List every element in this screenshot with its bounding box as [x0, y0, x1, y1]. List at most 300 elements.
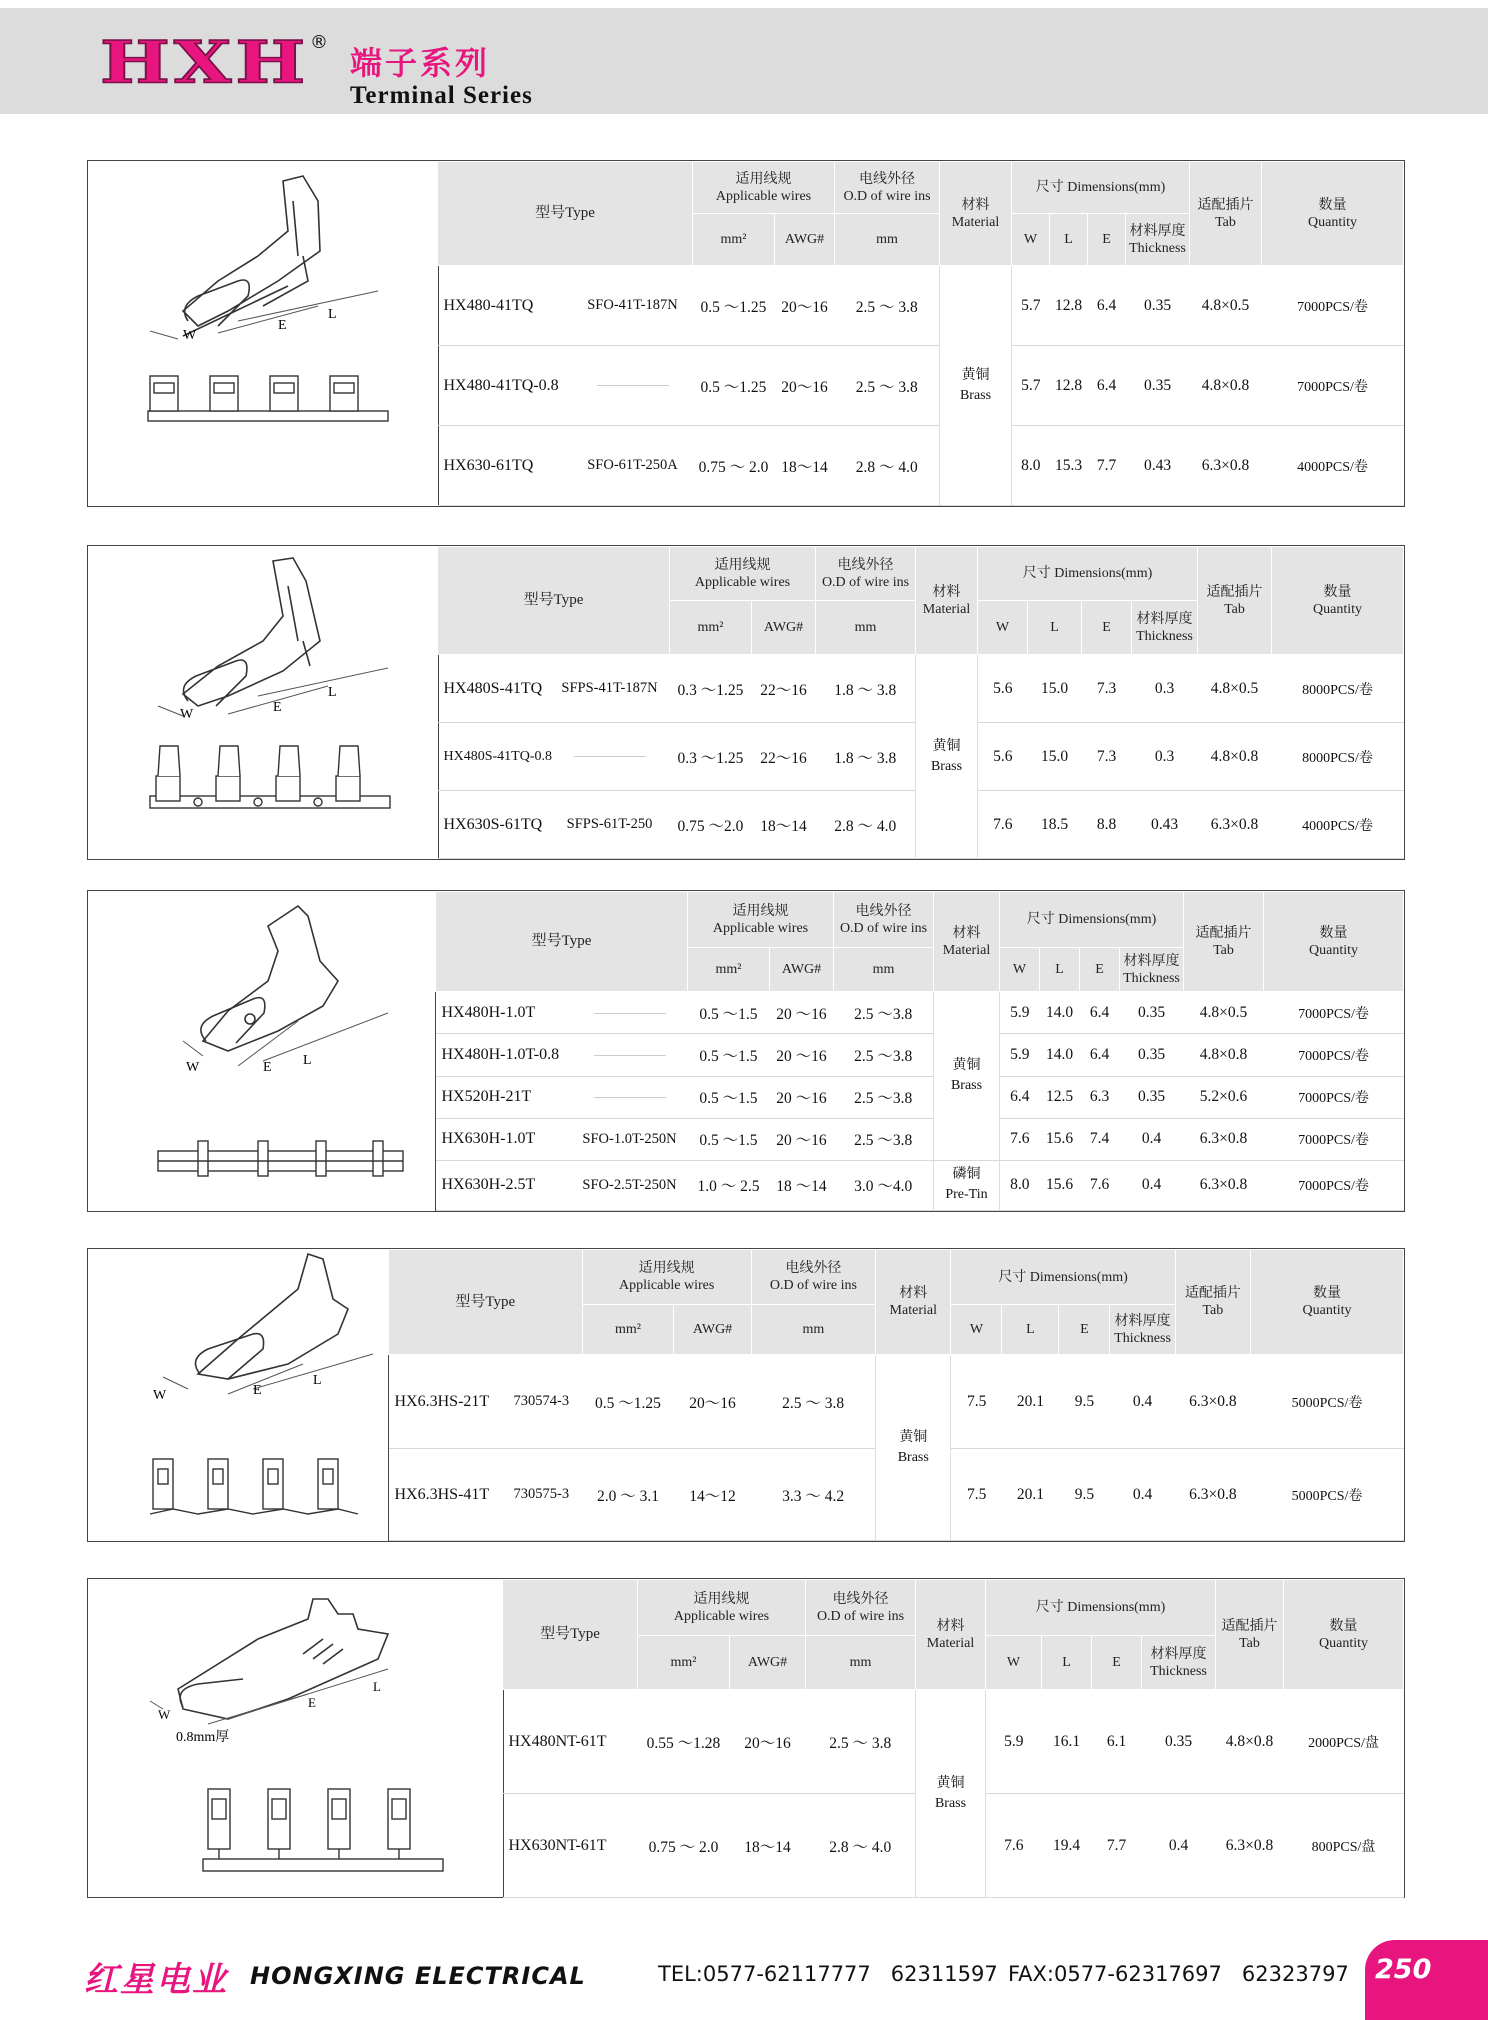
- cell-e: 6.1: [1092, 1690, 1142, 1794]
- cell-tab: 6.3×0.8: [1198, 791, 1272, 859]
- cell-e: 7.7: [1088, 426, 1126, 506]
- cell-od: 2.5 ～3.8: [834, 992, 934, 1034]
- cell-e: 6.4: [1088, 346, 1126, 426]
- cell-tab: 4.8×0.8: [1216, 1690, 1284, 1794]
- cell-l: 16.1: [1042, 1690, 1092, 1794]
- cell-type: HX6.3HS-21T: [389, 1355, 501, 1449]
- cell-od: 2.8 ～ 4.0: [835, 426, 940, 506]
- cell-od: 2.5 ～ 3.8: [835, 346, 940, 426]
- cell-awg: 20～16: [674, 1355, 751, 1449]
- terminal-drawing: [88, 546, 439, 859]
- col-dimensions: 尺寸 Dimensions(mm): [978, 547, 1198, 601]
- cell-tab: 6.3×0.8: [1184, 1118, 1264, 1160]
- cell-material: 黄铜 Brass: [876, 1355, 951, 1541]
- cell-material-pretin: 磷铜 Pre-Tin: [934, 1160, 1000, 1210]
- cell-tab: 6.3×0.8: [1175, 1449, 1250, 1541]
- terminal-illustration: [88, 546, 438, 859]
- col-type: 型号Type: [389, 1250, 583, 1355]
- terminal-strip-drawing: [158, 1141, 403, 1176]
- terminal-drawing: [88, 161, 439, 506]
- cell-quantity: 7000PCS/卷: [1264, 992, 1404, 1034]
- company-name-en: HONGXING ELECTRICAL: [250, 1962, 586, 1990]
- cell-alt-empty: [573, 346, 693, 426]
- cell-type: HX630-61TQ: [438, 426, 573, 506]
- cell-awg: 20 ～16: [770, 1118, 834, 1160]
- col-w: W: [951, 1305, 1002, 1355]
- cell-w: 5.9: [1000, 1034, 1040, 1076]
- cell-mm2: 0.75 ～ 2.0: [693, 426, 775, 506]
- dim-label-l: L: [328, 685, 337, 700]
- telephone: TEL:0577-62117777 62311597: [658, 1962, 998, 1986]
- col-quantity: 数量 Quantity: [1264, 892, 1404, 992]
- col-material: 材料 Material: [916, 547, 978, 655]
- col-w: W: [986, 1636, 1042, 1690]
- cell-quantity: 4000PCS/卷: [1262, 426, 1404, 506]
- cell-tab: 6.3×0.8: [1216, 1794, 1284, 1898]
- cell-l: 14.0: [1040, 1034, 1080, 1076]
- cell-od: 3.3 ～ 4.2: [751, 1449, 875, 1541]
- cell-l: 14.0: [1040, 992, 1080, 1034]
- cell-alt: 730575-3: [501, 1449, 583, 1541]
- cell-awg: 18 ～14: [770, 1160, 834, 1210]
- cell-mm2: 0.3 ～1.25: [670, 655, 752, 723]
- col-l: L: [1028, 601, 1082, 655]
- company-name-cn: 红星电业: [84, 1960, 228, 2000]
- dim-label-w: W: [183, 328, 197, 343]
- registered-mark: ®: [310, 32, 328, 53]
- cell-thickness: 0.4: [1120, 1118, 1184, 1160]
- cell-l: 12.5: [1040, 1076, 1080, 1118]
- cell-alt: SFO-1.0T-250N: [572, 1118, 688, 1160]
- cell-type: HX630H-2.5T: [436, 1160, 572, 1210]
- cell-tab: 6.3×0.8: [1175, 1355, 1250, 1449]
- cell-awg: 14～12: [674, 1449, 751, 1541]
- cell-od: 2.8 ～ 4.0: [806, 1794, 916, 1898]
- col-wires: 适用线规 Applicable wires: [638, 1580, 806, 1636]
- cell-e: 6.4: [1088, 266, 1126, 346]
- cell-w: 5.7: [1012, 346, 1050, 426]
- cell-w: 5.9: [1000, 992, 1040, 1034]
- cell-od: 1.8 ～ 3.8: [816, 723, 916, 791]
- dim-label-w: W: [153, 1388, 167, 1403]
- cell-w: 6.4: [1000, 1076, 1040, 1118]
- terminal-drawing: [88, 1579, 504, 1897]
- col-type: 型号Type: [438, 547, 670, 655]
- col-thickness: 材料厚度 Thickness: [1132, 601, 1198, 655]
- cell-quantity: 8000PCS/卷: [1272, 655, 1404, 723]
- cell-tab: 5.2×0.6: [1184, 1076, 1264, 1118]
- cell-tab: 4.8×0.8: [1190, 346, 1262, 426]
- table-row: [438, 655, 1404, 723]
- col-thickness: 材料厚度 Thickness: [1126, 214, 1190, 266]
- dim-label-e: E: [273, 700, 282, 715]
- dim-label-l: L: [328, 307, 337, 322]
- cell-l: 20.1: [1002, 1355, 1059, 1449]
- cell-quantity: 4000PCS/卷: [1272, 791, 1404, 859]
- col-wires: 适用线规 Applicable wires: [688, 892, 834, 948]
- cell-mm2: 0.75 ～ 2.0: [638, 1794, 730, 1898]
- cell-od: 2.5 ～3.8: [834, 1118, 934, 1160]
- cell-type: HX480-41TQ: [438, 266, 573, 346]
- cell-e: 7.3: [1082, 723, 1132, 791]
- cell-mm2: 0.5 ～1.25: [693, 346, 775, 426]
- cell-quantity: 5000PCS/卷: [1251, 1449, 1404, 1541]
- cell-thickness: 0.4: [1110, 1355, 1175, 1449]
- spec-table-5: [502, 1579, 1404, 1898]
- cell-mm2: 0.5 ～1.5: [688, 1076, 770, 1118]
- col-wires: 适用线规 Applicable wires: [693, 162, 835, 214]
- cell-e: 8.8: [1082, 791, 1132, 859]
- cell-e: 7.3: [1082, 655, 1132, 723]
- col-od: 电线外径 O.D of wire ins: [816, 547, 916, 601]
- cell-quantity: 7000PCS/卷: [1264, 1034, 1404, 1076]
- spec-table-4: [388, 1249, 1404, 1541]
- col-awg: AWG#: [752, 601, 816, 655]
- terminal-strip-drawing: [150, 746, 390, 808]
- col-mm2: mm²: [693, 214, 775, 266]
- table-row: [438, 266, 1404, 346]
- cell-material: 黄铜 Brass: [940, 266, 1012, 506]
- col-type: 型号Type: [436, 892, 688, 992]
- cell-type: HX520H-21T: [436, 1076, 572, 1118]
- col-tab: 适配插片 Tab: [1216, 1580, 1284, 1690]
- cell-od: 1.8 ～ 3.8: [816, 655, 916, 723]
- table-row: [436, 1118, 1404, 1160]
- cell-thickness: 0.35: [1120, 992, 1184, 1034]
- cell-quantity: 7000PCS/卷: [1262, 346, 1404, 426]
- col-type: 型号Type: [503, 1580, 638, 1690]
- col-w: W: [1012, 214, 1050, 266]
- table-row: [503, 1690, 1404, 1794]
- series-title-en: Terminal Series: [350, 82, 533, 109]
- terminal-strip-drawing: [150, 1459, 358, 1514]
- dim-label-w: W: [180, 707, 194, 722]
- col-mm: mm: [834, 948, 934, 992]
- cell-alt-empty: [572, 1076, 688, 1118]
- cell-alt: SFO-61T-250A: [573, 426, 693, 506]
- cell-alt-empty: [550, 723, 670, 791]
- col-od: 电线外径 O.D of wire ins: [835, 162, 940, 214]
- terminal-strip-drawing: [148, 376, 388, 421]
- col-material: 材料 Material: [916, 1580, 986, 1690]
- cell-type: HX480H-1.0T: [436, 992, 572, 1034]
- col-dimensions: 尺寸 Dimensions(mm): [951, 1250, 1175, 1305]
- table-row: [436, 1160, 1404, 1210]
- cell-w: 5.7: [1012, 266, 1050, 346]
- cell-od: 2.5 ～3.8: [834, 1076, 934, 1118]
- cell-quantity: 7000PCS/卷: [1264, 1076, 1404, 1118]
- cell-awg: 20～16: [730, 1690, 806, 1794]
- col-material: 材料 Material: [940, 162, 1012, 266]
- col-quantity: 数量 Quantity: [1262, 162, 1404, 266]
- cell-alt: SFO-41T-187N: [573, 266, 693, 346]
- cell-alt: 730574-3: [501, 1355, 583, 1449]
- col-od: 电线外径 O.D of wire ins: [751, 1250, 875, 1305]
- cell-w: 5.6: [978, 723, 1028, 791]
- cell-thickness: 0.4: [1110, 1449, 1175, 1541]
- col-mm: mm: [835, 214, 940, 266]
- cell-awg: 20 ～16: [770, 1076, 834, 1118]
- cell-awg: 18～14: [730, 1794, 806, 1898]
- series-title-cn: 端子系列: [350, 44, 491, 82]
- dim-label-l: L: [373, 1679, 381, 1694]
- cell-l: 20.1: [1002, 1449, 1059, 1541]
- cell-tab: 4.8×0.5: [1190, 266, 1262, 346]
- cell-type: HX480NT-61T: [503, 1690, 638, 1794]
- cell-thickness: 0.4: [1120, 1160, 1184, 1210]
- dim-label-w: W: [186, 1060, 200, 1075]
- cell-alt-empty: [572, 992, 688, 1034]
- cell-thickness: 0.3: [1132, 723, 1198, 791]
- cell-od: 3.0 ～4.0: [834, 1160, 934, 1210]
- col-wires: 适用线规 Applicable wires: [670, 547, 816, 601]
- fax: FAX:0577-62317697 62323797: [1008, 1962, 1349, 1986]
- cell-tab: 4.8×0.8: [1198, 723, 1272, 791]
- col-thickness: 材料厚度 Thickness: [1142, 1636, 1216, 1690]
- col-awg: AWG#: [730, 1636, 806, 1690]
- col-mm2: mm²: [670, 601, 752, 655]
- cell-thickness: 0.35: [1126, 346, 1190, 426]
- cell-awg: 20 ～16: [770, 992, 834, 1034]
- cell-thickness: 0.4: [1142, 1794, 1216, 1898]
- cell-w: 5.6: [978, 655, 1028, 723]
- col-mm: mm: [806, 1636, 916, 1690]
- col-tab: 适配插片 Tab: [1184, 892, 1264, 992]
- cell-tab: 6.3×0.8: [1184, 1160, 1264, 1210]
- col-mm2: mm²: [582, 1305, 674, 1355]
- col-dimensions: 尺寸 Dimensions(mm): [1012, 162, 1190, 214]
- cell-e: 9.5: [1059, 1449, 1110, 1541]
- cell-awg: 20～16: [775, 346, 835, 426]
- cell-mm2: 0.5 ～1.25: [693, 266, 775, 346]
- cell-w: 7.5: [951, 1449, 1002, 1541]
- terminal-illustration: [88, 891, 435, 1211]
- cell-thickness: 0.43: [1126, 426, 1190, 506]
- dim-label-e: E: [308, 1695, 316, 1710]
- table-row: [389, 1355, 1404, 1449]
- col-w: W: [1000, 948, 1040, 992]
- dim-label-l: L: [303, 1053, 312, 1068]
- col-w: W: [978, 601, 1028, 655]
- col-e: E: [1059, 1305, 1110, 1355]
- cell-thickness: 0.35: [1120, 1076, 1184, 1118]
- col-quantity: 数量 Quantity: [1284, 1580, 1404, 1690]
- cell-e: 7.4: [1080, 1118, 1120, 1160]
- col-dimensions: 尺寸 Dimensions(mm): [986, 1580, 1216, 1636]
- cell-w: 7.6: [986, 1794, 1042, 1898]
- col-type: 型号Type: [438, 162, 693, 266]
- cell-quantity: 8000PCS/卷: [1272, 723, 1404, 791]
- cell-mm2: 0.75 ～2.0: [670, 791, 752, 859]
- col-awg: AWG#: [770, 948, 834, 992]
- cell-tab: 6.3×0.8: [1190, 426, 1262, 506]
- page-footer: [0, 1940, 1488, 2020]
- col-od: 电线外径 O.D of wire ins: [834, 892, 934, 948]
- cell-mm2: 0.5 ～1.5: [688, 1034, 770, 1076]
- product-section-1: [87, 160, 1405, 507]
- cell-l: 12.8: [1050, 266, 1088, 346]
- dim-label-e: E: [253, 1383, 262, 1398]
- col-l: L: [1002, 1305, 1059, 1355]
- col-e: E: [1088, 214, 1126, 266]
- cell-thickness: 0.43: [1132, 791, 1198, 859]
- cell-e: 7.7: [1092, 1794, 1142, 1898]
- col-material: 材料 Material: [934, 892, 1000, 992]
- cell-w: 8.0: [1012, 426, 1050, 506]
- table-row: [436, 1076, 1404, 1118]
- cell-quantity: 5000PCS/卷: [1251, 1355, 1404, 1449]
- dim-label-l: L: [313, 1373, 322, 1388]
- col-tab: 适配插片 Tab: [1198, 547, 1272, 655]
- cell-e: 6.3: [1080, 1076, 1120, 1118]
- col-dimensions: 尺寸 Dimensions(mm): [1000, 892, 1184, 948]
- col-l: L: [1040, 948, 1080, 992]
- cell-l: 19.4: [1042, 1794, 1092, 1898]
- cell-awg: 20 ～16: [770, 1034, 834, 1076]
- cell-e: 6.4: [1080, 1034, 1120, 1076]
- terminal-illustration: [88, 1249, 388, 1541]
- terminal-illustration: [88, 161, 438, 506]
- cell-od: 2.8 ～ 4.0: [816, 791, 916, 859]
- cell-l: 15.3: [1050, 426, 1088, 506]
- col-od: 电线外径 O.D of wire ins: [806, 1580, 916, 1636]
- col-quantity: 数量 Quantity: [1272, 547, 1404, 655]
- cell-od: 2.5 ～ 3.8: [835, 266, 940, 346]
- thickness-note: 0.8mm厚: [176, 1730, 230, 1745]
- cell-mm2: 0.5 ～1.25: [582, 1355, 674, 1449]
- cell-type: HX480-41TQ-0.8: [438, 346, 573, 426]
- col-thickness: 材料厚度 Thickness: [1120, 948, 1184, 992]
- col-awg: AWG#: [674, 1305, 751, 1355]
- col-thickness: 材料厚度 Thickness: [1110, 1305, 1175, 1355]
- table-row: [438, 346, 1404, 426]
- table-row: [438, 426, 1404, 506]
- col-quantity: 数量 Quantity: [1251, 1250, 1404, 1355]
- cell-alt: SFPS-61T-250: [550, 791, 670, 859]
- cell-type: HX480H-1.0T-0.8: [436, 1034, 572, 1076]
- cell-awg: 18～14: [775, 426, 835, 506]
- cell-e: 7.6: [1080, 1160, 1120, 1210]
- cell-tab: 4.8×0.5: [1198, 655, 1272, 723]
- col-wires: 适用线规 Applicable wires: [582, 1250, 751, 1305]
- cell-awg: 20～16: [775, 266, 835, 346]
- cell-l: 15.0: [1028, 723, 1082, 791]
- cell-alt: SFPS-41T-187N: [550, 655, 670, 723]
- cell-material: 黄铜 Brass: [934, 992, 1000, 1161]
- cell-tab: 4.8×0.5: [1184, 992, 1264, 1034]
- cell-w: 8.0: [1000, 1160, 1040, 1210]
- cell-l: 18.5: [1028, 791, 1082, 859]
- terminal-illustration: [88, 1579, 503, 1897]
- cell-od: 2.5 ～ 3.8: [806, 1690, 916, 1794]
- cell-quantity: 7000PCS/卷: [1264, 1118, 1404, 1160]
- col-e: E: [1092, 1636, 1142, 1690]
- col-l: L: [1050, 214, 1088, 266]
- col-tab: 适配插片 Tab: [1175, 1250, 1250, 1355]
- hxh-logo: HXH: [100, 29, 310, 97]
- terminal-drawing: [88, 1249, 389, 1541]
- spec-table-1: [437, 161, 1404, 506]
- cell-thickness: 0.35: [1120, 1034, 1184, 1076]
- cell-w: 7.5: [951, 1355, 1002, 1449]
- cell-quantity: 800PCS/盘: [1284, 1794, 1404, 1898]
- cell-mm2: 0.55 ～1.28: [638, 1690, 730, 1794]
- cell-e: 9.5: [1059, 1355, 1110, 1449]
- cell-mm2: 0.5 ～1.5: [688, 1118, 770, 1160]
- spec-table-2: [437, 546, 1404, 859]
- cell-e: 6.4: [1080, 992, 1120, 1034]
- dim-label-e: E: [263, 1060, 272, 1075]
- col-tab: 适配插片 Tab: [1190, 162, 1262, 266]
- dim-label-w: W: [158, 1707, 171, 1722]
- col-e: E: [1080, 948, 1120, 992]
- table-row: [436, 992, 1404, 1034]
- cell-mm2: 0.5 ～1.5: [688, 992, 770, 1034]
- cell-quantity: 7000PCS/卷: [1264, 1160, 1404, 1210]
- cell-type: HX630S-61TQ: [438, 791, 550, 859]
- cell-awg: 18～14: [752, 791, 816, 859]
- col-material: 材料 Material: [876, 1250, 951, 1355]
- cell-od: 2.5 ～3.8: [834, 1034, 934, 1076]
- product-section-5: [87, 1578, 1405, 1898]
- cell-material: 黄铜 Brass: [916, 655, 978, 859]
- spec-table-3: [435, 891, 1404, 1211]
- page-number: 250: [1375, 1954, 1432, 1985]
- cell-awg: 22～16: [752, 723, 816, 791]
- terminal-drawing: [88, 891, 436, 1211]
- cell-od: 2.5 ～ 3.8: [751, 1355, 875, 1449]
- cell-l: 15.6: [1040, 1118, 1080, 1160]
- cell-mm2: 2.0 ～ 3.1: [582, 1449, 674, 1541]
- dim-label-e: E: [278, 318, 287, 333]
- cell-quantity: 7000PCS/卷: [1262, 266, 1404, 346]
- cell-w: 5.9: [986, 1690, 1042, 1794]
- cell-type: HX630H-1.0T: [436, 1118, 572, 1160]
- cell-alt: SFO-2.5T-250N: [572, 1160, 688, 1210]
- cell-quantity: 2000PCS/盘: [1284, 1690, 1404, 1794]
- product-section-4: [87, 1248, 1405, 1542]
- cell-l: 15.6: [1040, 1160, 1080, 1210]
- col-mm2: mm²: [638, 1636, 730, 1690]
- cell-type: HX480S-41TQ: [438, 655, 550, 723]
- col-e: E: [1082, 601, 1132, 655]
- cell-thickness: 0.35: [1142, 1690, 1216, 1794]
- col-mm: mm: [751, 1305, 875, 1355]
- cell-l: 15.0: [1028, 655, 1082, 723]
- cell-type: HX630NT-61T: [503, 1794, 638, 1898]
- cell-thickness: 0.35: [1126, 266, 1190, 346]
- col-awg: AWG#: [775, 214, 835, 266]
- table-row: [436, 1034, 1404, 1076]
- cell-w: 7.6: [1000, 1118, 1040, 1160]
- cell-tab: 4.8×0.8: [1184, 1034, 1264, 1076]
- cell-mm2: 0.3 ～1.25: [670, 723, 752, 791]
- cell-material: 黄铜 Brass: [916, 1690, 986, 1898]
- terminal-strip-drawing: [203, 1789, 443, 1871]
- cell-awg: 22～16: [752, 655, 816, 723]
- col-mm2: mm²: [688, 948, 770, 992]
- cell-type: HX480S-41TQ-0.8: [438, 723, 550, 791]
- cell-l: 12.8: [1050, 346, 1088, 426]
- page-header: [0, 8, 1488, 114]
- product-section-3: [87, 890, 1405, 1212]
- cell-alt-empty: [572, 1034, 688, 1076]
- product-section-2: [87, 545, 1405, 860]
- col-mm: mm: [816, 601, 916, 655]
- cell-type: HX6.3HS-41T: [389, 1449, 501, 1541]
- cell-mm2: 1.0 ～ 2.5: [688, 1160, 770, 1210]
- cell-w: 7.6: [978, 791, 1028, 859]
